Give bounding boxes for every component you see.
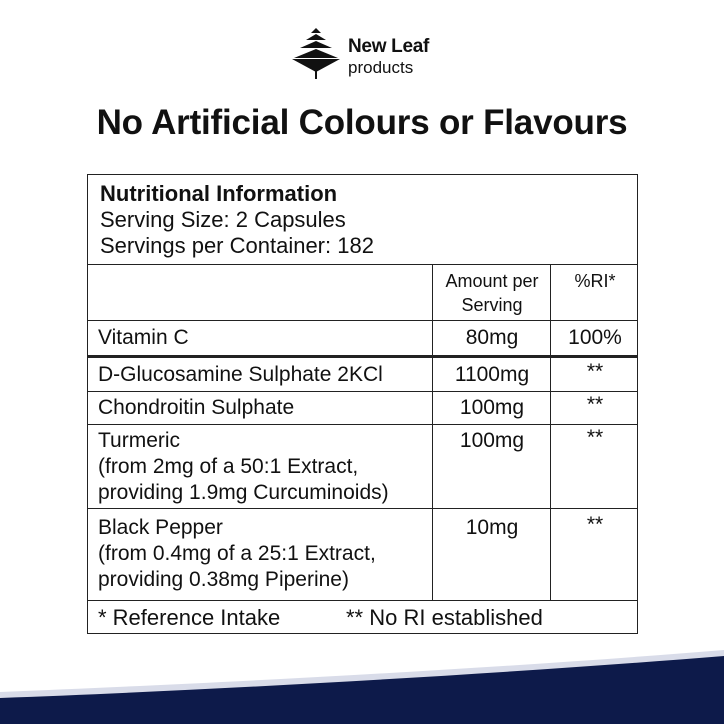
amount-header	[434, 269, 550, 317]
brand-logo	[290, 26, 450, 80]
divider	[88, 508, 637, 509]
nutrient-detail: (from 0.4mg of a 25:1 Extract,	[98, 542, 376, 565]
nutrient-ri: **	[586, 393, 604, 416]
divider	[88, 355, 637, 358]
nutrient-amount: 1100mg	[454, 363, 530, 386]
headline: No Artificial Colours or Flavours	[96, 103, 628, 142]
nutrient-detail: providing 1.9mg Curcuminoids)	[98, 481, 389, 504]
nutrient-amount: 10mg	[465, 516, 519, 539]
nutrient-name: Vitamin C	[98, 326, 189, 349]
brand-subtitle: products	[348, 58, 414, 77]
nutrient-amount: 100mg	[459, 429, 525, 452]
nutrient-detail: providing 0.38mg Piperine)	[98, 568, 349, 591]
amount-header-line: Serving	[461, 295, 523, 315]
amount-header-line: Amount per	[445, 271, 539, 291]
table-title: Nutritional Information	[100, 181, 338, 206]
divider	[88, 264, 637, 265]
nutrient-name: D-Glucosamine Sulphate 2KCl	[98, 363, 383, 386]
nutrient-ri: **	[586, 426, 604, 449]
nutrient-amount: 80mg	[465, 326, 519, 349]
nutrient-name: Turmeric	[98, 429, 181, 452]
nutrition-table	[87, 174, 638, 634]
nutrient-amount: 100mg	[459, 396, 525, 419]
nutrient-ri: **	[586, 360, 604, 383]
leaf-tree-logo-icon	[290, 26, 342, 80]
nutrient-name: Chondroitin Sulphate	[98, 396, 295, 419]
serving-size: Serving Size: 2 Capsules	[100, 207, 346, 232]
footer-wave-decoration	[0, 640, 724, 724]
ri-header: %RI*	[574, 271, 616, 291]
nutrient-ri: 100%	[568, 326, 622, 349]
footnote-no-ri: ** No RI established	[346, 605, 543, 630]
servings-per-container: Servings per Container: 182	[100, 233, 374, 258]
nutrient-detail: (from 2mg of a 50:1 Extract,	[98, 455, 359, 478]
divider	[88, 600, 637, 601]
column-divider	[432, 264, 433, 600]
column-divider	[550, 264, 551, 600]
footnote-ri: * Reference Intake	[98, 605, 281, 630]
brand-name: New Leaf	[348, 36, 430, 57]
divider	[88, 320, 637, 321]
nutrient-ri: **	[586, 513, 604, 536]
nutrient-name: Black Pepper	[98, 516, 223, 539]
